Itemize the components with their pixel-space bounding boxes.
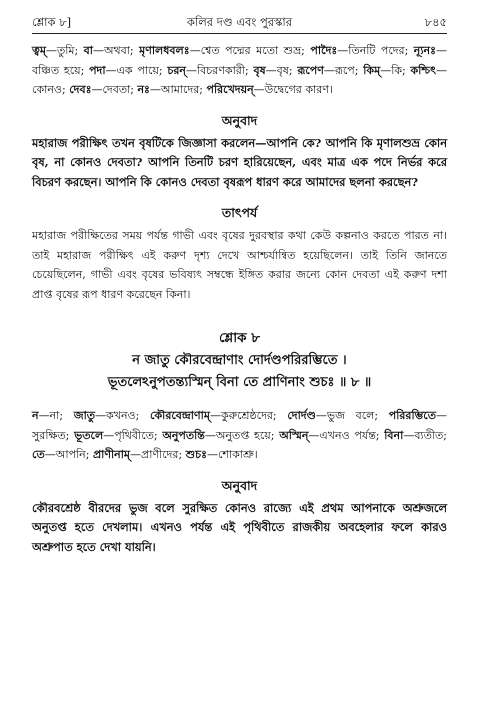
purport-heading: তাৎপর্য <box>221 205 258 220</box>
gloss-word: পদা <box>89 63 106 77</box>
gloss-dash: — <box>105 63 117 77</box>
gloss-meaning: কি; <box>391 63 411 77</box>
gloss-dash: — <box>308 428 320 442</box>
gloss-word: কিম্ <box>363 63 381 77</box>
gloss-dash: — <box>315 409 327 422</box>
gloss-meaning: অথবা; <box>103 44 140 57</box>
gloss-meaning: কুরুশ্রেষ্ঠদের; <box>220 409 288 422</box>
gloss-word: অস্মিন্ <box>279 428 309 442</box>
gloss-dash: — <box>323 63 335 77</box>
gloss-dash: — <box>380 63 392 77</box>
gloss-dash: — <box>103 428 115 442</box>
gloss-meaning: পৃথিবীতে; <box>114 428 163 442</box>
word-for-word-1 <box>32 41 447 100</box>
gloss-dash: — <box>403 428 415 442</box>
verse-heading: শ্লোক ৮ <box>218 330 261 346</box>
gloss-meaning: সুরক্ষিত; <box>32 428 75 442</box>
translation-heading-2: অনুবাদ <box>221 477 258 493</box>
gloss-word: পরিরম্ভিতে <box>388 409 436 422</box>
gloss-meaning: রূপে; <box>334 63 364 77</box>
gloss-meaning: আপনি; <box>55 448 93 461</box>
gloss-word: চরন্ <box>167 63 186 77</box>
gloss-word: ন্যূনঃ <box>413 44 436 57</box>
gloss-dash: — <box>38 409 50 422</box>
gloss-word: বৃষ <box>253 63 266 77</box>
gloss-word: দেবঃ <box>69 83 92 96</box>
gloss-dash: — <box>253 83 265 96</box>
gloss-word: পাদৈঃ <box>310 44 338 57</box>
translation-text: মহারাজ পরীক্ষিৎ তখন বৃষটিকে জিজ্ঞাসা করলেন—আপনি কে? আপনি কি মৃণালশুভ্র কোন বৃষ, না কোনও দেবতা? আপনি তিনটি চরণ হারিয়েছেন, এবং মাত্র এক পদে নির্ভর করে বিচরণ করছেন। আপনি কি কোনও দেবতা বৃষরূপ ধারণ করে আমাদের ছলনা করছেন? <box>32 135 447 189</box>
gloss-dash: — <box>91 83 103 96</box>
gloss-dash: — <box>435 44 447 57</box>
header-verse-ref: শ্লোক ৮] <box>32 15 72 29</box>
gloss-meaning: শ্বেত পদ্মের মতো শুভ্র; <box>200 44 311 57</box>
gloss-meaning: না; <box>49 409 74 422</box>
gloss-meaning: প্রাণীদের; <box>141 448 186 461</box>
header-title: কলির দণ্ড এবং পুরস্কার <box>186 15 293 29</box>
gloss-dash: — <box>45 44 57 57</box>
gloss-meaning: কোনও; <box>32 83 70 96</box>
gloss-dash: — <box>130 448 142 461</box>
gloss-word: দোর্দণ্ড <box>287 409 316 422</box>
gloss-word: প্রাণীনাম্ <box>92 448 131 461</box>
gloss-meaning: অনুতপ্ত হয়ে; <box>215 428 280 442</box>
translation-text-2: কৌরবশ্রেষ্ঠ বীরদের ভুজ বলে সুরক্ষিত কোনও রাজ্যে এই প্রথম আপনাকে অশ্রুজলে অনুতপ্ত হতে দেখলাম। এখনও পর্যন্ত এই পৃথিবীতে রাজকীয় অবহেলার ফলে কারও অশ্রুপাত হতে দেখা যায়নি। <box>32 500 447 554</box>
gloss-word: বা <box>83 44 93 57</box>
gloss-dash: — <box>209 409 221 422</box>
gloss-meaning: দেবতা; <box>102 83 138 96</box>
gloss-dash: — <box>436 63 447 77</box>
gloss-meaning: ভুজ বলে; <box>326 409 389 422</box>
gloss-word: রূপেণ <box>297 63 324 77</box>
gloss-word: শুচঃ <box>185 448 207 461</box>
gloss-dash: — <box>185 63 197 77</box>
gloss-meaning: শোকাশ্রু। <box>217 448 258 461</box>
purport-text: মহারাজ পরীক্ষিতের সময় পর্যন্ত গাভী এবং বৃষের দুরবস্থার কথা কেউ কল্পনাও করতে পারত না। তাই মহারাজ পরীক্ষিৎ এই করুণ দৃশ্য দেখে আশ্চর্যান্বিত হয়েছিলেন। তাই তিনি জানতে চেয়েছিলেন, গাভী এবং বৃষের ভবিষ্যৎ সম্বন্ধে ইঙ্গিত করার জন্যে কোন দেবতা এই করুণ দশা প্রাপ্ত বৃষের রূপ ধারণ করেছেন কিনা। <box>32 229 447 301</box>
gloss-word: ভূতলে <box>74 428 104 442</box>
page-number: ৮৪৫ <box>424 15 447 29</box>
gloss-word: ন <box>32 409 39 422</box>
gloss-word: অনুপতন্তি <box>162 428 205 442</box>
gloss-dash: — <box>149 83 161 96</box>
gloss-dash: — <box>95 409 107 422</box>
gloss-meaning: এখনও পর্যন্ত; <box>319 428 385 442</box>
gloss-meaning: বিচরণকারী; <box>196 63 254 77</box>
gloss-dash: — <box>206 448 218 461</box>
verse-line-2: ভূতলেঽনুপতন্ত্যস্মিন্ বিনা তে প্রাণিনাং শুচঃ ॥ ৮ ॥ <box>107 375 372 390</box>
gloss-meaning: তিনটি পদের; <box>348 44 414 57</box>
gloss-meaning: কখনও; <box>106 409 151 422</box>
gloss-meaning: আমাদের; <box>160 83 207 96</box>
gloss-word: মৃণালধবলঃ <box>139 44 190 57</box>
gloss-meaning: ব্যতীত; <box>414 428 447 442</box>
gloss-word: ত্বম্ <box>32 44 46 57</box>
gloss-word: জাতু <box>73 409 96 422</box>
gloss-word: কৌরবেন্দ্রাণাম্ <box>150 409 210 422</box>
running-header <box>32 0 447 40</box>
gloss-meaning: বঞ্চিত হয়ে; <box>32 63 90 77</box>
gloss-word: তে <box>32 448 45 461</box>
gloss-meaning: তুমি; <box>56 44 84 57</box>
gloss-word: বিনা <box>384 428 404 442</box>
gloss-meaning: উদ্বেগের কারণ। <box>264 83 333 96</box>
header-rule <box>32 33 447 34</box>
verse-line-1: ন জাতু কৌরবেন্দ্রাণাং দোর্দণ্ডপরিরম্ভিতে । <box>132 353 347 368</box>
translation-heading: অনুবাদ <box>221 112 258 128</box>
gloss-dash: — <box>189 44 201 57</box>
gloss-dash: — <box>204 428 216 442</box>
gloss-meaning: এক পায়ে; <box>116 63 168 77</box>
gloss-dash: — <box>92 44 104 57</box>
gloss-meaning: বৃষ; <box>276 63 298 77</box>
gloss-word: পরিখেদয়ন্ <box>206 83 254 96</box>
gloss-dash: — <box>265 63 277 77</box>
gloss-dash: — <box>337 44 349 57</box>
gloss-word: নঃ <box>137 83 150 96</box>
gloss-dash: — <box>435 409 447 422</box>
gloss-word: কশ্চিৎ <box>410 63 436 77</box>
word-for-word-2 <box>32 406 447 465</box>
gloss-dash: — <box>44 448 56 461</box>
